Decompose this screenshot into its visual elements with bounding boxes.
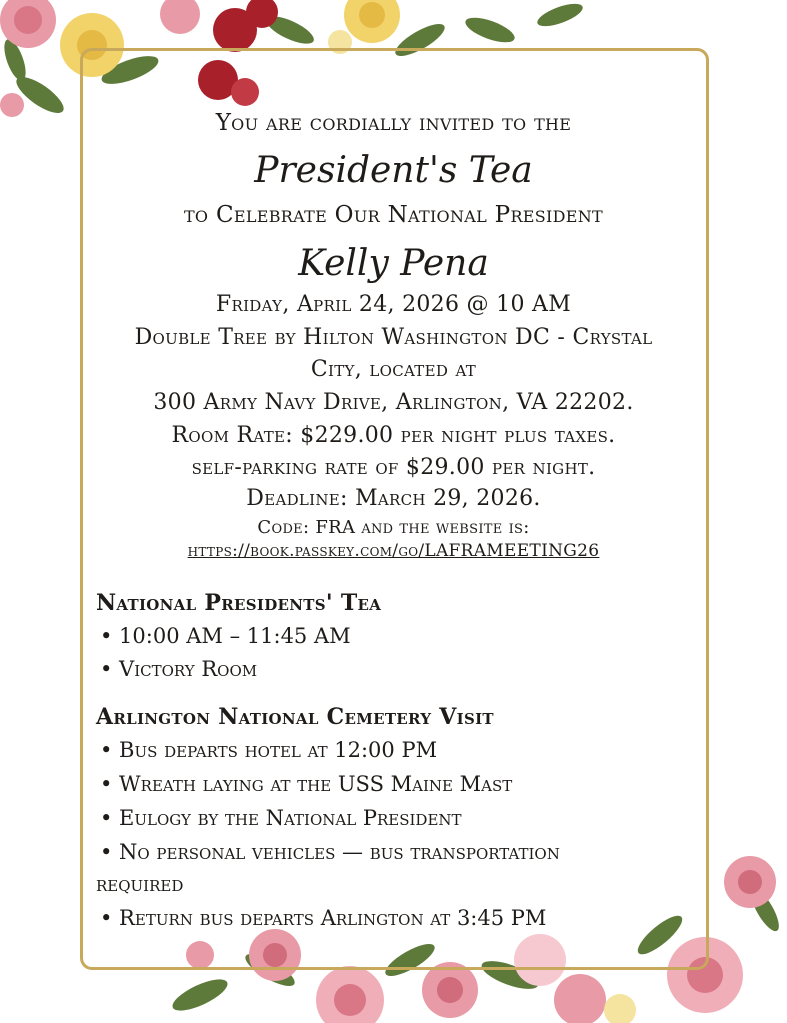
list-item: • Wreath laying at the USS Maine Mast — [100, 772, 513, 796]
parking-rate: self-parking rate of $29.00 per night. — [191, 455, 596, 480]
invite-intro: You are cordially invited to the — [215, 110, 572, 136]
event-title: President's Tea — [254, 150, 533, 191]
tea-section-title: National Presidents' Tea — [96, 590, 382, 616]
list-item: required — [96, 872, 184, 896]
booking-url-link[interactable]: https://book.passkey.com/go/LAFRAMEETING26 — [187, 541, 600, 561]
venue-line-2: City, located at — [310, 357, 477, 382]
tea-time: • 10:00 AM – 11:45 AM — [100, 624, 351, 648]
room-rate: Room Rate: $229.00 per night plus taxes. — [171, 423, 616, 448]
list-item: • Eulogy by the National President — [100, 806, 462, 830]
deadline: Deadline: March 29, 2026. — [246, 486, 541, 511]
tea-section — [96, 590, 716, 616]
venue-address: 300 Army Navy Drive, Arlington, VA 22202. — [153, 390, 634, 415]
celebrate-line: to Celebrate Our National President — [183, 202, 604, 228]
list-item: • Bus departs hotel at 12:00 PM — [100, 738, 438, 762]
tea-room: • Victory Room — [100, 657, 258, 681]
cemetery-section-title: Arlington National Cemetery Visit — [96, 704, 494, 730]
booking-code: Code: FRA and the website is: — [257, 517, 530, 538]
list-item: • Return bus departs Arlington at 3:45 PM — [100, 906, 547, 930]
president-name: Kelly Pena — [298, 243, 489, 284]
list-item: • No personal vehicles — bus transportation — [100, 840, 560, 864]
event-date: Friday, April 24, 2026 @ 10 AM — [215, 292, 572, 317]
venue-line-1: Double Tree by Hilton Washington DC - Crystal — [134, 325, 653, 350]
cemetery-section — [96, 704, 716, 730]
